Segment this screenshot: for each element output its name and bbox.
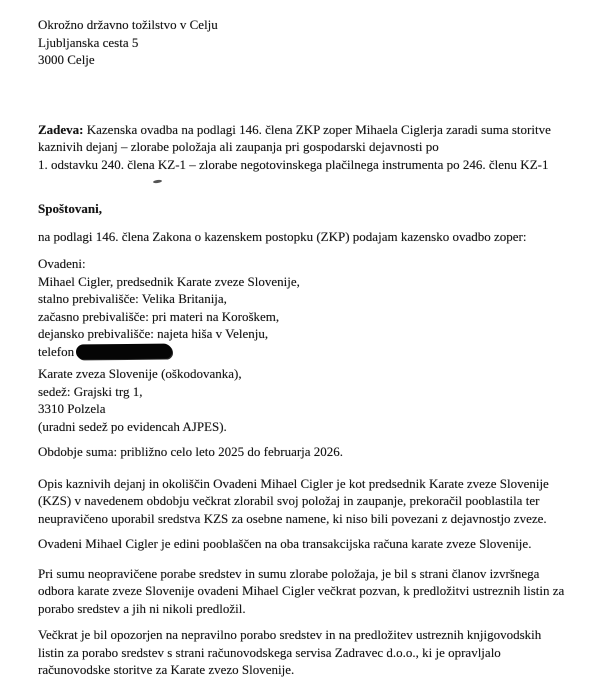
text-line: računovodske storitve za Karate zvezo Slovenije. bbox=[38, 662, 295, 677]
accused-line: začasno prebivališče: pri materi na Koroškem, bbox=[38, 308, 280, 324]
subject-line: 1. odstavku 240. člena KZ-1 – zlorabe negotovinskega plačilnega instrumenta po 246. členu KZ-1 bbox=[38, 156, 549, 172]
paragraph-accounting-warnings bbox=[38, 626, 567, 679]
recipient-line: Okrožno državno tožilstvo v Celju bbox=[38, 17, 218, 32]
salutation: Spoštovani, bbox=[38, 201, 102, 216]
redaction-bar bbox=[76, 343, 172, 359]
injured-line: 3310 Polzela bbox=[38, 401, 106, 416]
accused-heading: Ovadeni: bbox=[38, 256, 86, 271]
text-line: (KZS) v navedenem obdobju večkrat zlorabil svoj položaj in zaupanje, prekoračil pooblastila ter bbox=[38, 493, 540, 508]
text-line: listin za porabo sredstev s strani računovodskega servisa Zadravec d.o.o., ki je opravljalo bbox=[38, 644, 501, 660]
subject-text: Kazenska ovadba na podlagi 146. člena ZKP zoper Mihaela Ciglerja zaradi suma storitve bbox=[86, 121, 551, 137]
accused-line: stalno prebivališče: Velika Britanija, bbox=[38, 291, 227, 306]
recipient-line: Ljubljanska cesta 5 bbox=[38, 34, 139, 50]
paragraph-account-authorisation bbox=[38, 535, 567, 553]
text-line: odbora karate zveze Slovenije ovadeni Mihael Cigler večkrat pozvan, k predložitvi ustreznih listin za bbox=[38, 583, 565, 598]
subject-paragraph bbox=[38, 121, 567, 174]
injured-line: Karate zveza Slovenije (oškodovanka), bbox=[38, 366, 242, 381]
subject-line bbox=[38, 121, 567, 139]
text-line: porabo sredstev a jih ni nikoli predložil. bbox=[38, 600, 246, 616]
subject-line: kaznivih dejanj – zlorabe položaja ali zaupanja pri gospodarski dejavnosti po bbox=[38, 139, 439, 154]
phone-label: telefon bbox=[38, 343, 75, 359]
paragraph-requests-for-documents bbox=[38, 565, 567, 618]
phone-line bbox=[38, 343, 567, 361]
injured-line: sedež: Grajski trg 1, bbox=[38, 383, 143, 399]
text-line: Opis kaznivih dejanj in okoliščin Ovadeni Mihael Cigler je kot predsednik Karate zveze Slovenije bbox=[38, 475, 549, 491]
accused-line: dejansko prebivališče: najeta hiša v Velenju, bbox=[38, 326, 269, 341]
recipient-address bbox=[38, 16, 567, 69]
paragraph-offence-description bbox=[38, 475, 567, 528]
intro-sentence: na podlagi 146. člena Zakona o kazenskem postopku (ZKP) podajam kazensko ovadbo zoper: bbox=[38, 228, 527, 244]
text-line: Večkrat je bil opozorjen na nepravilno porabo sredstev in na predložitev ustreznih knjigovodskih bbox=[38, 627, 542, 642]
text-line: neupravičeno uporabil sredstva KZS za osebne namene, ki niso bili povezani z dejavnostjo zveze. bbox=[38, 510, 547, 526]
accused-details bbox=[38, 255, 567, 360]
injured-party-details bbox=[38, 365, 567, 435]
text-line: Pri sumu neopravičene porabe sredstev in sumu zlorabe položaja, je bil s strani članov izvršnega bbox=[38, 565, 540, 581]
recipient-line: 3000 Celje bbox=[38, 52, 95, 67]
text-line: Ovadeni Mihael Cigler je edini pooblaščen na oba transakcijska računa karate zveze Slovenije. bbox=[38, 536, 532, 551]
injured-line: (uradni sedež po evidencah AJPES). bbox=[38, 418, 227, 434]
suspicion-period: Obdobje suma: približno celo leto 2025 do februarja 2026. bbox=[38, 444, 344, 459]
subject-label: Zadeva: bbox=[38, 121, 84, 137]
accused-line: Mihael Cigler, predsednik Karate zveze Slovenije, bbox=[38, 273, 300, 289]
scan-artifact bbox=[153, 179, 162, 183]
